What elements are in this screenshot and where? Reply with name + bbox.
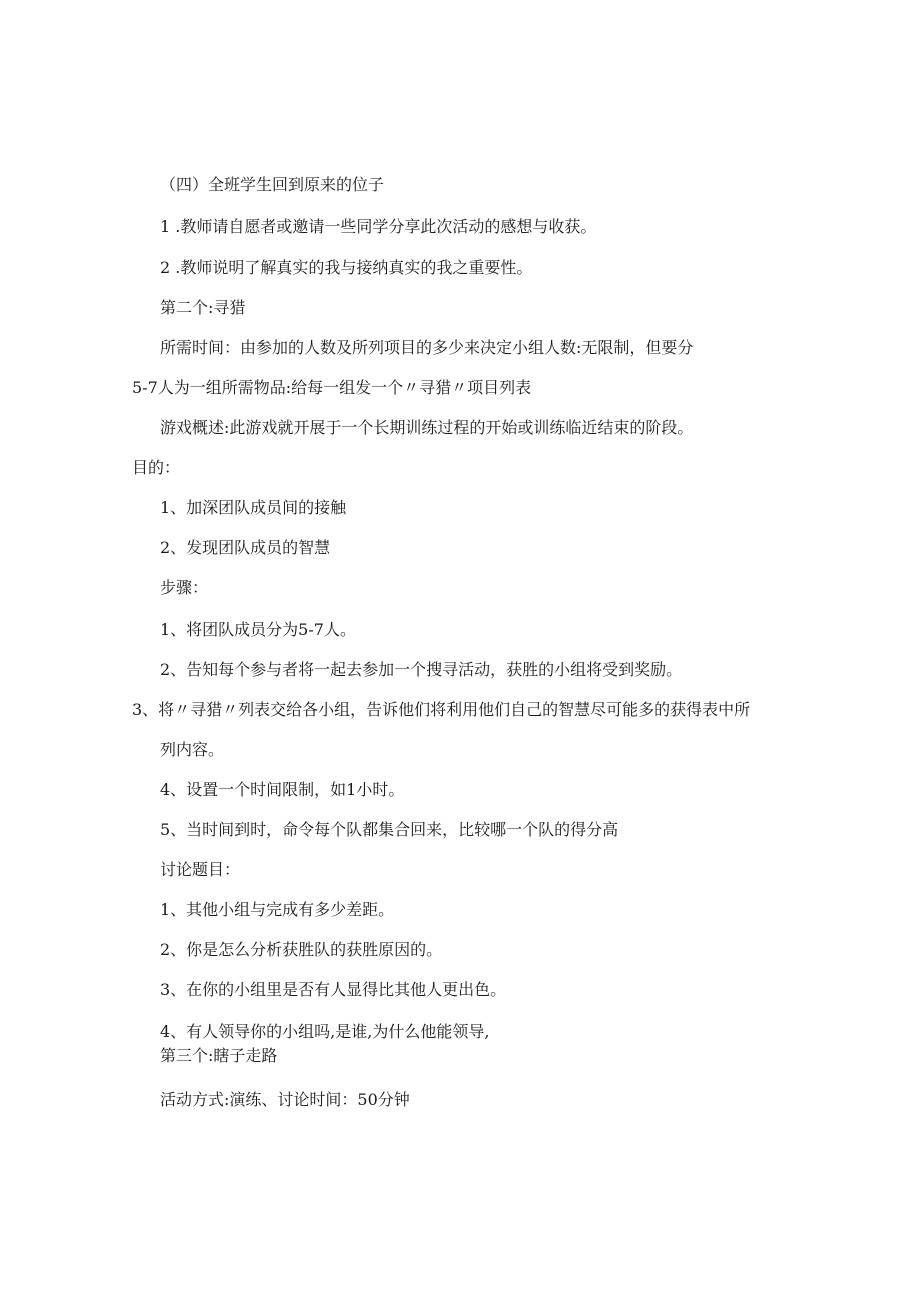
game-title: 第二个:寻猎 xyxy=(160,298,246,317)
list-item: 1、加深团队成员间的接触 xyxy=(160,498,347,517)
section-heading: （四）全班学生回到原来的位子 xyxy=(160,175,385,194)
list-item: 5、当时间到时，命令每个队都集合回来，比较哪一个队的得分高 xyxy=(160,820,619,839)
paragraph: 活动方式:演练、讨论时间：50分钟 xyxy=(160,1090,410,1109)
subheading: 步骤： xyxy=(160,578,209,597)
paragraph: 游戏概述:此游戏就开展于一个长期训练过程的开始或训练临近结束的阶段。 xyxy=(160,418,694,437)
list-item: 1、其他小组与完成有多少差距。 xyxy=(160,900,395,919)
list-item: 4、设置一个时间限制，如1小时。 xyxy=(160,780,405,799)
paragraph: 1 .教师请自愿者或邀请一些同学分享此次活动的感想与收获。 xyxy=(160,217,597,236)
paragraph: 所需时间：由参加的人数及所列项目的多少来决定小组人数:无限制，但要分 xyxy=(160,338,694,357)
list-item: 2、你是怎么分析获胜队的获胜原因的。 xyxy=(160,940,443,959)
list-item: 3、将〃寻猎〃列表交给各小组，告诉他们将利用他们自己的智慧尽可能多的获得表中所 xyxy=(132,700,751,719)
list-item: 4、有人领导你的小组吗,是谁,为什么他能领导, xyxy=(160,1022,490,1041)
paragraph: 5-7人为一组所需物品:给每一组发一个〃寻猎〃项目列表 xyxy=(132,378,532,397)
subheading: 目的： xyxy=(132,458,181,477)
list-item: 2、告知每个参与者将一起去参加一个搜寻活动，获胜的小组将受到奖励。 xyxy=(160,660,683,679)
subheading: 讨论题目： xyxy=(160,860,241,879)
list-item-cont: 列内容。 xyxy=(160,740,225,759)
list-item: 1、将团队成员分为5-7人。 xyxy=(160,620,356,639)
list-item: 2、发现团队成员的智慧 xyxy=(160,538,331,557)
paragraph: 2 .教师说明了解真实的我与接纳真实的我之重要性。 xyxy=(160,258,533,277)
game-title: 第三个:瞎子走路 xyxy=(160,1046,278,1065)
list-item: 3、在你的小组里是否有人显得比其他人更出色。 xyxy=(160,980,507,999)
